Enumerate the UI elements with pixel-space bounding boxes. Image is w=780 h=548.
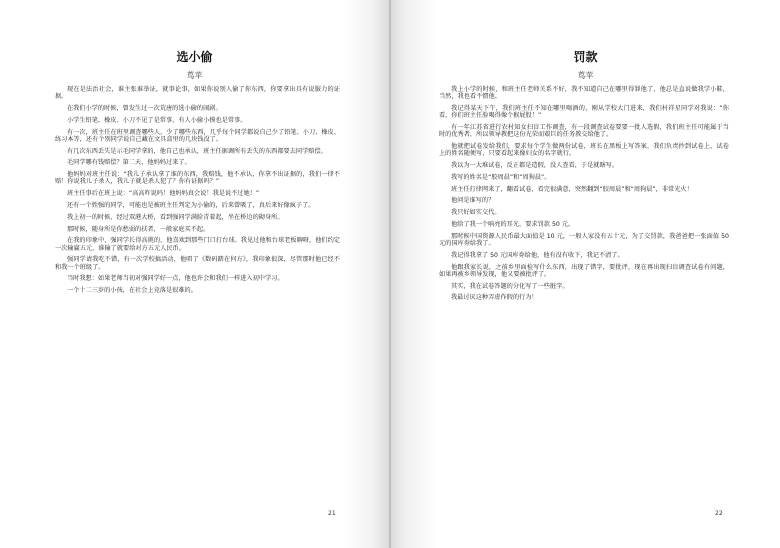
paragraph: 我记得我拿了 50 元国库券给他，他有没有收下，我记不清了。 — [451, 251, 624, 259]
paragraph: 他妈妈对班主任说：“我儿子承认拿了谁的东西，我赔钱，他不承认，你拿不出证据的，我们一律不赔！你说我儿子杀人，我儿子就是杀人犯了？你有证据吗？” — [55, 171, 340, 186]
paragraph: 我以为一大堆试卷，反正都是造假，没人查看，于是就瞎写。 — [451, 162, 619, 169]
paragraph: 在我们小学的时候，曾发生过一次荒唐的选小偷的闹剧。 — [67, 105, 222, 112]
paragraph: 我记得某天下午，我们班主任不知在哪里喝酒的，刚从学校大门进来，我们村祥星同学对我说：“你看，你们班主任脸喝得像个猴屁股！” — [439, 105, 729, 120]
chapter-author: 茑苹 — [186, 71, 203, 80]
paragraph: 我写的姓名是“胶周晨”和“周狗晨”。 — [451, 173, 551, 181]
paragraph: 毛同学哪有钱赔偿？第二天，他妈妈过来了。 — [67, 159, 191, 167]
paragraph: 我只好如实交代。 — [451, 209, 501, 217]
paragraph: 班主任打律网来了，翻看试卷，看完很满意，突然翻到“胶周晨”和“周狗晨”，非常光火！ — [451, 185, 693, 193]
paragraph: 其实，我在试卷答题的分化写了一些脏字。 — [451, 282, 569, 290]
paragraph: 班主任事后在班上说：“高高咋说吗！他妈妈真会说！我是说不过她！” — [67, 190, 260, 198]
paragraph: 有几次东西丢失是示毛同学拿的，他自己也承认，班主任据调所有丢失的东西都要去同学赔偿。 — [67, 147, 327, 155]
page-number: 21 — [328, 510, 336, 517]
paragraph: 我上小学的时候，和班主任老师关系不好，我不知道自己在哪里得罪他了，他总是直说做我学小鞋，当然，我也看不惯他。 — [439, 86, 729, 101]
chapter-title: 选小偷 — [176, 50, 213, 64]
paragraph: 那时候，随身所是你愁弱的扶者，一般家庭买不起。 — [67, 225, 210, 233]
paragraph: 强同学请我吃不错，有一次学校搞活动，他唱了《数码踏在何方》，我印象很深，尽管那时他已经不和我一个班级了。 — [55, 256, 340, 271]
paragraph: 还有一个姓强的同学，可能也是被班主任判定为小偷的，后来曾吸了，真后来好像疯子了。 — [67, 201, 315, 209]
paragraph: 他问是谁写的？ — [451, 197, 495, 205]
paragraph: 当时我想：如果老师当初对强同学好一点，他也许会和我们一样进入初中学习。 — [67, 275, 284, 283]
paragraph: 有一次，班主任在班里调查哪些人，少了哪些东西，几乎每个同学都说自己少了铅笔、小刀、橡皮、练习本等，还有个别同学说自己藏在文具盒里的几块钱没了。 — [55, 128, 340, 143]
left-page — [0, 0, 389, 548]
paragraph: 有一年江苏省进行农村知女扫盲工作调查，有一段调查试卷要要一批人选假，我们班主任可能属于当时的优秀者，所以领导教把这份光荣而艰巨的任务教交给他了。 — [439, 124, 729, 139]
paragraph: 在我的印象中，强同学长得高挑的，他喜欢到那些门口打台球。我见过他和台球老板聊呀，他们约定一次输赢五元，谁输了就要给对方五元人民币。 — [55, 237, 340, 252]
paragraph: 他就把试卷发给我们，要求每个学生做两份试卷，班长在黑板上写答案，我们负责抄到试卷上，试卷上的姓名随便写，只要看起来像妇女的名字就行。 — [439, 143, 729, 158]
chapter-body — [439, 86, 729, 306]
paragraph: 他给了我一个响亮的耳光，要求罚款 50 元。 — [451, 220, 575, 228]
page-number: 22 — [715, 510, 723, 517]
chapter-title: 罚款 — [573, 50, 598, 64]
chapter-author: 茑苹 — [577, 71, 594, 80]
paragraph: 那时候中国资源人民币最大面值是 10 元，一般人家没有五十元，为了交罚款，我爸爸把一张面值 50 元的国库券给我了。 — [439, 232, 729, 247]
paragraph: 我最讨厌这种弄虚作假的行为！ — [451, 294, 538, 302]
paragraph: 我上初一的时候，经过双港大桥，看到强同学满脸青着起，坐在桥边的砌身所。 — [67, 213, 284, 221]
right-page — [391, 0, 780, 548]
paragraph: 小学生铅笔、橡皮、小刀不见了是常事，有人小偷小摸也是常事。 — [67, 116, 247, 124]
chapter-body — [55, 86, 340, 299]
paragraph: 现在是法治社会，谁主张谁举证，就事论事，如果你说别人偷了你东西，你要拿出具有说服力的证据。 — [55, 86, 340, 101]
paragraph: 他跟我家长说，之前乡里面检写什么东西，出现了错字，要批评，现在再出现扫盲调查试卷有问题，如果再被乡领导发现，他又要被批评了。 — [439, 263, 729, 278]
paragraph: 一个十二三岁的小孩，在社会上竟落是很难的。 — [67, 287, 197, 295]
